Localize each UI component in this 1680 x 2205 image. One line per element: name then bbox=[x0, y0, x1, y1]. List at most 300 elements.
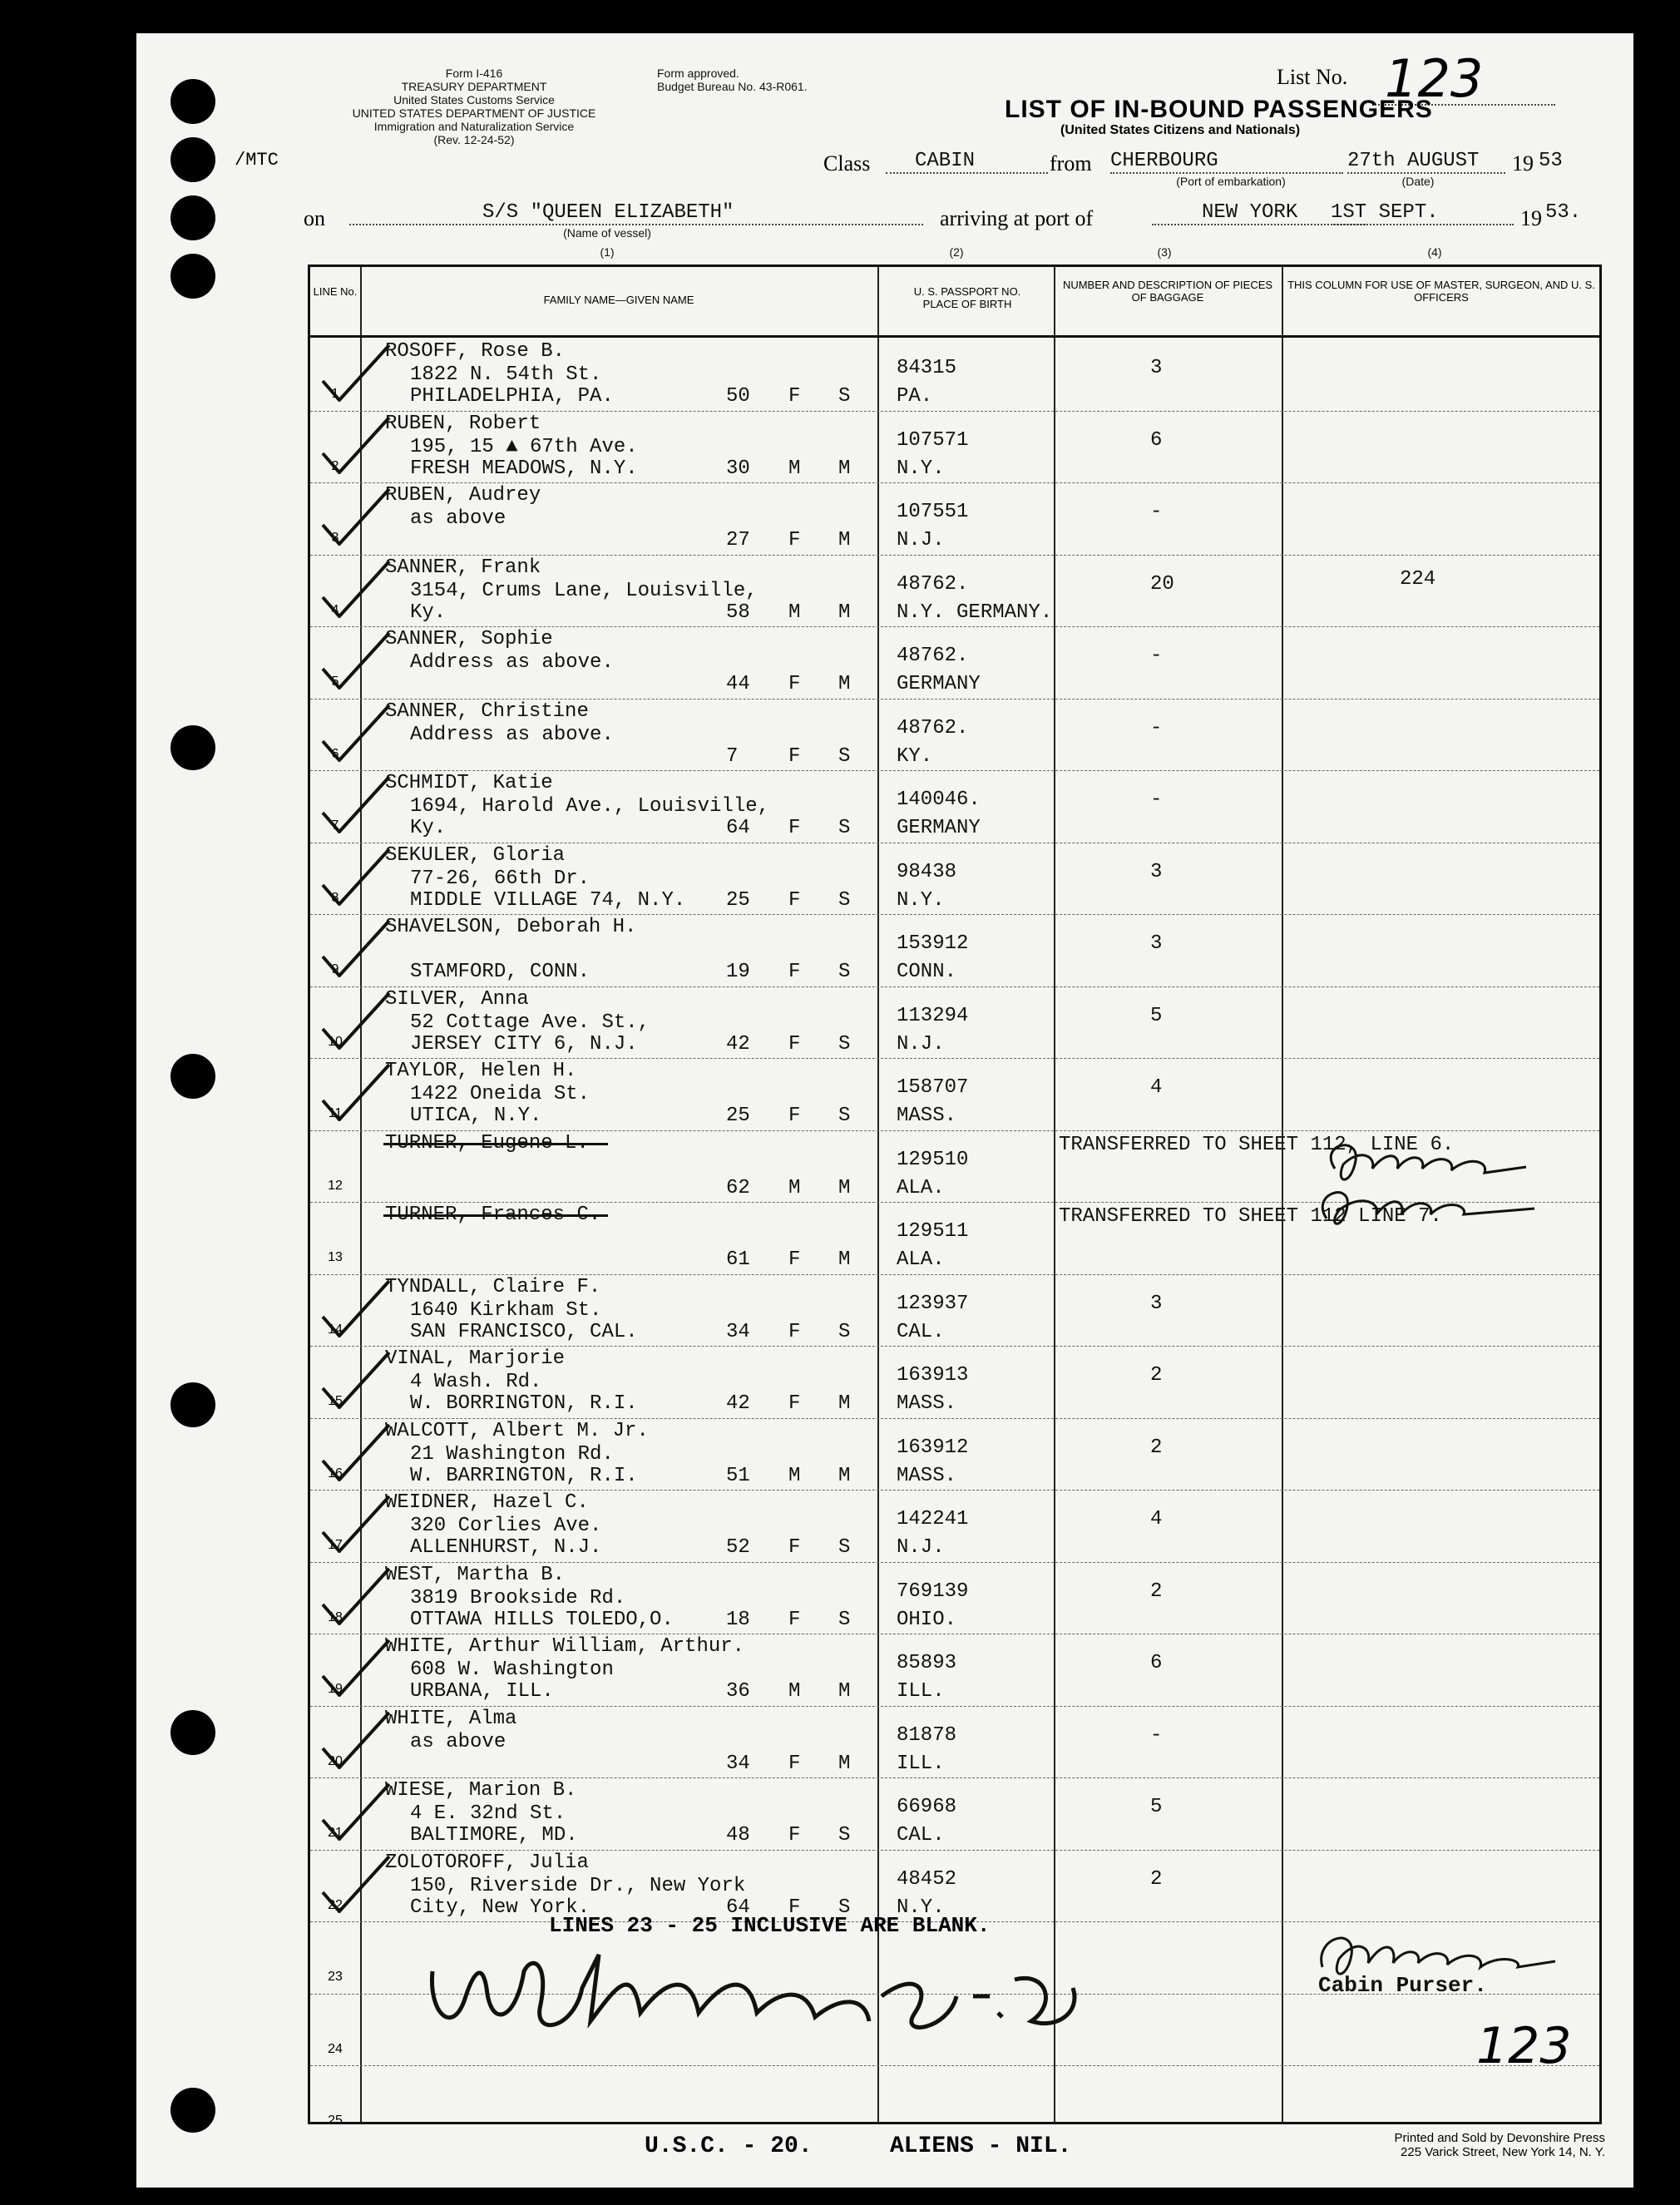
passenger-marital: S bbox=[838, 1824, 851, 1847]
place-of-birth: GERMANY bbox=[897, 817, 981, 839]
place-of-birth: CONN. bbox=[897, 961, 957, 983]
from-value: CHERBOURG bbox=[1110, 150, 1343, 174]
line-number: 19 bbox=[328, 1682, 343, 1696]
place-of-birth: N.J. bbox=[897, 1536, 945, 1559]
passenger-address-1: 77-26, 66th Dr. bbox=[410, 867, 590, 890]
table-row bbox=[310, 770, 1599, 843]
place-of-birth: ILL. bbox=[897, 1680, 945, 1703]
table-row bbox=[310, 1058, 1599, 1130]
passenger-age: 34 bbox=[726, 1320, 750, 1343]
passenger-marital: M bbox=[838, 1176, 851, 1199]
header-divider bbox=[310, 335, 1599, 338]
purser-signature bbox=[1306, 1921, 1580, 1988]
list-no-value: 123 bbox=[1385, 48, 1484, 109]
form-number: Form I-416 bbox=[445, 67, 503, 80]
line-number: 4 bbox=[331, 602, 339, 617]
table-row bbox=[310, 1777, 1599, 1850]
col-header-officers: THIS COLUMN FOR USE OF MASTER, SURGEON, AND U. S. OFFICERS bbox=[1287, 279, 1595, 304]
passenger-name: TURNER, Frances C. bbox=[385, 1204, 601, 1226]
class-value: CABIN bbox=[886, 150, 1048, 174]
passenger-address-2: SAN FRANCISCO, CAL. bbox=[410, 1320, 638, 1343]
passenger-address-2: MIDDLE VILLAGE 74, N.Y. bbox=[410, 888, 686, 912]
place-of-birth: OHIO. bbox=[897, 1608, 957, 1631]
passenger-marital: M bbox=[838, 1752, 851, 1775]
passenger-marital: S bbox=[838, 1536, 851, 1559]
place-of-birth: N.Y. bbox=[897, 457, 945, 480]
passenger-sex: F bbox=[788, 1392, 801, 1415]
passenger-sex: F bbox=[788, 1248, 801, 1271]
line-number: 16 bbox=[328, 1466, 343, 1481]
table-row bbox=[310, 699, 1599, 771]
check-mark-icon bbox=[319, 919, 393, 977]
list-no-label: List No. bbox=[1277, 65, 1348, 89]
passenger-marital: S bbox=[838, 1032, 851, 1056]
passenger-name: SHAVELSON, Deborah H. bbox=[385, 916, 637, 938]
baggage-count: 4 bbox=[1150, 1076, 1163, 1099]
check-mark-icon bbox=[319, 1711, 393, 1769]
passenger-sex: M bbox=[788, 601, 801, 624]
passenger-age: 7 bbox=[726, 744, 739, 768]
passport-number: 81878 bbox=[897, 1723, 957, 1747]
passenger-sex: F bbox=[788, 1824, 801, 1847]
table-row bbox=[310, 1490, 1599, 1562]
line-number: 5 bbox=[331, 675, 339, 689]
passenger-address-2: Ky. bbox=[410, 817, 447, 839]
check-mark-icon bbox=[319, 416, 393, 474]
table-row bbox=[310, 843, 1599, 915]
passenger-address-2: UTICA, N.Y. bbox=[410, 1105, 542, 1127]
passenger-age: 25 bbox=[726, 888, 750, 912]
punch-hole bbox=[170, 1382, 215, 1427]
passenger-age: 64 bbox=[726, 1896, 750, 1919]
passenger-name: RUBEN, Audrey bbox=[385, 484, 541, 507]
punch-hole bbox=[170, 79, 215, 124]
passenger-age: 19 bbox=[726, 961, 750, 983]
page-title: LIST OF IN-BOUND PASSENGERS bbox=[1005, 96, 1433, 123]
check-mark-icon bbox=[319, 1567, 393, 1625]
passenger-address-1: 21 Washington Rd. bbox=[410, 1442, 614, 1466]
passenger-age: 50 bbox=[726, 385, 750, 408]
place-of-birth: N.J. bbox=[897, 529, 945, 551]
place-of-birth: MASS. bbox=[897, 1464, 957, 1487]
line-number: 25 bbox=[328, 2114, 343, 2128]
passenger-address-1: 1422 Oneida St. bbox=[410, 1083, 590, 1105]
passenger-address-1: 320 Corlies Ave. bbox=[410, 1515, 602, 1537]
col-num-2: (2) bbox=[949, 245, 964, 259]
arrival-date: 1ST SEPT. bbox=[1331, 201, 1514, 225]
passenger-marital: M bbox=[838, 457, 851, 480]
passenger-address-1: 4 E. 32nd St. bbox=[410, 1802, 566, 1825]
date-value: 27th AUGUST bbox=[1347, 150, 1505, 174]
place-of-birth: MASS. bbox=[897, 1392, 957, 1415]
line-number: 18 bbox=[328, 1609, 343, 1624]
passenger-marital: S bbox=[838, 385, 851, 408]
passenger-address-2: City, New York. bbox=[410, 1896, 590, 1919]
passenger-address-2: OTTAWA HILLS TOLEDO,O. bbox=[410, 1608, 674, 1631]
punch-hole bbox=[170, 1710, 215, 1755]
ins-service: Immigration and Naturalization Service bbox=[373, 120, 575, 133]
check-mark-icon bbox=[319, 1855, 393, 1913]
passenger-age: 34 bbox=[726, 1752, 750, 1775]
passport-number: 107571 bbox=[897, 428, 969, 452]
passenger-age: 61 bbox=[726, 1248, 750, 1271]
blank-lines-note: LINES 23 - 25 INCLUSIVE ARE BLANK. bbox=[549, 1913, 991, 1938]
check-mark-icon bbox=[319, 344, 393, 402]
form-header-block bbox=[308, 67, 640, 146]
passport-number: 123937 bbox=[897, 1292, 969, 1315]
passenger-name: SANNER, Sophie bbox=[385, 628, 553, 650]
passenger-address-1: 195, 15 ▲ 67th Ave. bbox=[410, 435, 638, 458]
passport-number: 163912 bbox=[897, 1436, 969, 1459]
baggage-count: 2 bbox=[1150, 1436, 1163, 1459]
treasury-dept: TREASURY DEPARTMENT bbox=[401, 80, 547, 93]
passenger-address-1: 1640 Kirkham St. bbox=[410, 1298, 602, 1322]
passenger-sex: M bbox=[788, 1680, 801, 1703]
passport-number: 48762. bbox=[897, 716, 969, 739]
table-row bbox=[310, 555, 1599, 627]
line-number: 3 bbox=[331, 531, 339, 545]
passenger-address-2: W. BARRINGTON, R.I. bbox=[410, 1464, 638, 1487]
place-of-birth: ILL. bbox=[897, 1752, 945, 1775]
on-label: on bbox=[304, 206, 325, 230]
passenger-marital: M bbox=[838, 1464, 851, 1487]
passport-number: 142241 bbox=[897, 1508, 969, 1530]
table-row bbox=[310, 626, 1599, 699]
check-mark-icon bbox=[319, 1063, 393, 1121]
approval-block bbox=[657, 67, 873, 93]
passenger-address-1: as above bbox=[410, 507, 506, 530]
passenger-sex: M bbox=[788, 457, 801, 480]
passenger-address-1: 3819 Brookside Rd. bbox=[410, 1586, 626, 1609]
punch-hole bbox=[170, 725, 215, 770]
table-row bbox=[310, 411, 1599, 483]
from-label: from bbox=[1050, 151, 1092, 176]
arriving-label: arriving at port of bbox=[940, 206, 1094, 230]
check-mark-icon bbox=[319, 848, 393, 906]
passenger-sex: M bbox=[788, 1464, 801, 1487]
customs-service: United States Customs Service bbox=[393, 93, 555, 106]
passenger-sex: F bbox=[788, 1896, 801, 1919]
line-number: 23 bbox=[328, 1970, 343, 1984]
check-mark-icon bbox=[319, 775, 393, 833]
line-number: 24 bbox=[328, 2041, 343, 2056]
check-mark-icon bbox=[319, 487, 393, 546]
passenger-age: 44 bbox=[726, 673, 750, 695]
passenger-name: TURNER, Eugene L. bbox=[385, 1131, 589, 1154]
passenger-name: ROSOFF, Rose B. bbox=[385, 340, 566, 363]
passenger-marital: S bbox=[838, 744, 851, 768]
passenger-marital: S bbox=[838, 961, 851, 983]
baggage-count: 6 bbox=[1150, 428, 1163, 452]
place-of-birth: N.Y. GERMANY. bbox=[897, 601, 1053, 624]
baggage-count: 3 bbox=[1150, 932, 1163, 955]
place-of-birth: KY. bbox=[897, 744, 933, 768]
passenger-sex: F bbox=[788, 1752, 801, 1775]
port-embark-caption: (Port of embarkation) bbox=[1176, 175, 1286, 188]
baggage-count: 20 bbox=[1150, 572, 1174, 596]
passenger-address-2: Ky. bbox=[410, 601, 447, 624]
line-number: 17 bbox=[328, 1538, 343, 1552]
passenger-marital: M bbox=[838, 601, 851, 624]
passenger-name: SEKULER, Gloria bbox=[385, 843, 566, 867]
passenger-marital: M bbox=[838, 1248, 851, 1271]
passenger-address-1: 52 Cottage Ave. St., bbox=[410, 1011, 650, 1034]
passenger-age: 42 bbox=[726, 1392, 750, 1415]
check-mark-icon bbox=[319, 631, 393, 690]
passenger-sex: F bbox=[788, 1032, 801, 1056]
baggage-count: 3 bbox=[1150, 357, 1163, 379]
passenger-name: WEIDNER, Hazel C. bbox=[385, 1491, 589, 1514]
line-number: 21 bbox=[328, 1826, 343, 1840]
passenger-name: WHITE, Alma bbox=[385, 1707, 517, 1730]
passenger-sex: F bbox=[788, 1105, 801, 1127]
baggage-count: - bbox=[1150, 501, 1163, 523]
handwritten-sheet-number: 123 bbox=[1476, 2017, 1572, 2075]
passenger-address-1: Address as above. bbox=[410, 723, 614, 746]
line-number: 22 bbox=[328, 1897, 343, 1912]
passport-number: 107551 bbox=[897, 501, 969, 523]
passenger-address-1: Address as above. bbox=[410, 651, 614, 674]
passenger-address-1: 608 W. Washington bbox=[410, 1659, 614, 1681]
punch-hole bbox=[170, 1054, 215, 1099]
baggage-count: - bbox=[1150, 645, 1163, 667]
check-mark-icon bbox=[319, 1495, 393, 1553]
passenger-age: 48 bbox=[726, 1824, 750, 1847]
table-row bbox=[310, 1850, 1599, 1922]
form-approved: Form approved. bbox=[657, 67, 739, 80]
passenger-sex: F bbox=[788, 961, 801, 983]
passenger-name: SCHMIDT, Katie bbox=[385, 772, 553, 794]
passenger-marital: M bbox=[838, 1680, 851, 1703]
printer-info bbox=[1322, 2131, 1605, 2159]
passenger-sex: F bbox=[788, 385, 801, 408]
check-mark-icon bbox=[319, 704, 393, 762]
officer-note: TRANSFERRED TO SHEET 112, LINE 6. bbox=[1059, 1133, 1455, 1156]
footer-aliens: ALIENS - NIL. bbox=[890, 2133, 1072, 2159]
year1-prefix: 19 bbox=[1512, 151, 1534, 176]
printer-line-1: Printed and Sold by Devonshire Press bbox=[1394, 2131, 1605, 2145]
place-of-birth: PA. bbox=[897, 385, 933, 408]
passenger-marital: S bbox=[838, 1896, 851, 1919]
passenger-sex: F bbox=[788, 888, 801, 912]
passenger-name: SANNER, Christine bbox=[385, 700, 589, 723]
line-number: 6 bbox=[331, 746, 339, 761]
passport-number: 85893 bbox=[897, 1652, 957, 1674]
passenger-name: WEST, Martha B. bbox=[385, 1563, 566, 1586]
passport-number: 140046. bbox=[897, 789, 981, 811]
table-row bbox=[310, 1706, 1599, 1778]
table-row bbox=[310, 482, 1599, 555]
check-mark-icon bbox=[319, 1423, 393, 1481]
table-row bbox=[310, 1418, 1599, 1491]
passenger-marital: S bbox=[838, 888, 851, 912]
passenger-sex: F bbox=[788, 817, 801, 839]
baggage-count: 6 bbox=[1150, 1652, 1163, 1674]
passenger-sex: F bbox=[788, 1320, 801, 1343]
punch-hole bbox=[170, 137, 215, 182]
punch-hole bbox=[170, 195, 215, 240]
passenger-name: WHITE, Arthur William, Arthur. bbox=[385, 1635, 745, 1658]
passenger-address-2: URBANA, ILL. bbox=[410, 1680, 554, 1703]
passport-number: 48452 bbox=[897, 1867, 957, 1891]
passport-number: 129510 bbox=[897, 1148, 969, 1171]
passenger-name: ZOLOTOROFF, Julia bbox=[385, 1851, 589, 1874]
check-mark-icon bbox=[319, 560, 393, 618]
place-of-birth: N.Y. bbox=[897, 1896, 945, 1919]
baggage-count: 3 bbox=[1150, 1292, 1163, 1315]
line-number: 15 bbox=[328, 1394, 343, 1408]
line-number: 10 bbox=[328, 1034, 343, 1049]
line-number: 7 bbox=[331, 818, 339, 833]
passenger-name: RUBEN, Robert bbox=[385, 412, 541, 435]
baggage-count: 5 bbox=[1150, 1796, 1163, 1818]
officer-note: TRANSFERRED TO SHEET 112 LINE 7. bbox=[1059, 1205, 1442, 1228]
line-number: 9 bbox=[331, 962, 339, 976]
passenger-marital: S bbox=[838, 1105, 851, 1127]
passenger-age: 64 bbox=[726, 817, 750, 839]
baggage-count: 5 bbox=[1150, 1004, 1163, 1027]
passenger-name: SILVER, Anna bbox=[385, 987, 529, 1011]
baggage-count: - bbox=[1150, 1723, 1163, 1747]
passport-number: 113294 bbox=[897, 1004, 969, 1027]
check-mark-icon bbox=[319, 1639, 393, 1697]
officer-note: 224 bbox=[1400, 567, 1436, 591]
passenger-age: 42 bbox=[726, 1032, 750, 1056]
table-row bbox=[310, 1634, 1599, 1706]
purser-caption: Cabin Purser. bbox=[1318, 1973, 1487, 1998]
col-num-4: (4) bbox=[1427, 245, 1442, 259]
vessel-caption: (Name of vessel) bbox=[563, 226, 651, 240]
inspector-signature bbox=[416, 1938, 1164, 2046]
line-number: 12 bbox=[328, 1178, 343, 1193]
passenger-sex: F bbox=[788, 1608, 801, 1631]
col-header-line: LINE No. bbox=[313, 285, 358, 298]
passenger-age: 30 bbox=[726, 457, 750, 480]
line-number: 13 bbox=[328, 1250, 343, 1264]
check-mark-icon bbox=[319, 1351, 393, 1409]
class-label: Class bbox=[823, 151, 871, 176]
passenger-address-2: BALTIMORE, MD. bbox=[410, 1824, 578, 1847]
passport-number: 163913 bbox=[897, 1364, 969, 1387]
justice-dept: UNITED STATES DEPARTMENT OF JUSTICE bbox=[352, 106, 596, 120]
passenger-name: SANNER, Frank bbox=[385, 556, 541, 579]
passenger-address-2: FRESH MEADOWS, N.Y. bbox=[410, 457, 638, 480]
passenger-age: 58 bbox=[726, 601, 750, 624]
check-mark-icon bbox=[319, 991, 393, 1050]
place-of-birth: ALA. bbox=[897, 1176, 945, 1199]
budget-bureau: Budget Bureau No. 43-R061. bbox=[657, 80, 808, 93]
punch-hole bbox=[170, 2088, 215, 2133]
passenger-address-1: 1822 N. 54th St. bbox=[410, 363, 602, 386]
passenger-address-2: PHILADELPHIA, PA. bbox=[410, 385, 614, 408]
passenger-name: VINAL, Marjorie bbox=[385, 1347, 566, 1370]
passenger-marital: M bbox=[838, 529, 851, 551]
baggage-count: 2 bbox=[1150, 1580, 1163, 1603]
passenger-sex: F bbox=[788, 529, 801, 551]
year2-suffix: 53. bbox=[1545, 201, 1582, 224]
line-number: 20 bbox=[328, 1753, 343, 1768]
line-number: 1 bbox=[331, 387, 339, 401]
passenger-age: 51 bbox=[726, 1464, 750, 1487]
passenger-name: TAYLOR, Helen H. bbox=[385, 1060, 577, 1082]
line-number: 14 bbox=[328, 1322, 343, 1337]
baggage-count: 3 bbox=[1150, 860, 1163, 883]
passenger-age: 18 bbox=[726, 1608, 750, 1631]
footer-usc: U.S.C. - 20. bbox=[645, 2133, 813, 2159]
page-subtitle: (United States Citizens and Nationals) bbox=[1060, 123, 1301, 137]
col-header-baggage: NUMBER AND DESCRIPTION OF PIECES OF BAGGAGE bbox=[1062, 279, 1273, 304]
passenger-marital: S bbox=[838, 1320, 851, 1343]
place-of-birth: MASS. bbox=[897, 1105, 957, 1127]
col-header-passport: U. S. PASSPORT NO. PLACE OF BIRTH bbox=[913, 285, 1021, 310]
passenger-address-2: JERSEY CITY 6, N.J. bbox=[410, 1032, 638, 1056]
vessel-name: S/S "QUEEN ELIZABETH" bbox=[349, 201, 923, 225]
passenger-address-1: 150, Riverside Dr., New York bbox=[410, 1874, 746, 1897]
punch-hole bbox=[170, 254, 215, 299]
table-row bbox=[310, 914, 1599, 986]
check-mark-icon bbox=[319, 1782, 393, 1841]
revision: (Rev. 12-24-52) bbox=[433, 133, 515, 146]
passenger-address-1: 1694, Harold Ave., Louisville, bbox=[410, 795, 770, 818]
baggage-count: 2 bbox=[1150, 1867, 1163, 1891]
arrival-port: NEW YORK bbox=[1152, 201, 1368, 225]
date-caption: (Date) bbox=[1401, 175, 1435, 188]
passport-number: 98438 bbox=[897, 860, 957, 883]
mtc-mark: /MTC bbox=[235, 150, 279, 171]
line-number: 2 bbox=[331, 458, 339, 473]
passenger-sex: F bbox=[788, 1536, 801, 1559]
passport-number: 129511 bbox=[897, 1220, 969, 1243]
strike-through bbox=[383, 1214, 608, 1217]
passenger-sex: F bbox=[788, 744, 801, 768]
passenger-sex: M bbox=[788, 1176, 801, 1199]
passenger-address-2: W. BORRINGTON, R.I. bbox=[410, 1392, 638, 1415]
passenger-marital: S bbox=[838, 817, 851, 839]
table-row bbox=[310, 1562, 1599, 1634]
passenger-address-1: 4 Wash. Rd. bbox=[410, 1371, 542, 1393]
place-of-birth: GERMANY bbox=[897, 673, 981, 695]
table-row bbox=[310, 986, 1599, 1059]
passenger-marital: M bbox=[838, 1392, 851, 1415]
table-row bbox=[310, 1274, 1599, 1347]
year1-suffix: 53 bbox=[1539, 150, 1563, 172]
line-number: 11 bbox=[328, 1106, 343, 1120]
col-num-1: (1) bbox=[600, 245, 615, 259]
baggage-count: - bbox=[1150, 789, 1163, 811]
place-of-birth: CAL. bbox=[897, 1824, 945, 1847]
passport-number: 48762. bbox=[897, 645, 969, 667]
passport-number: 153912 bbox=[897, 932, 969, 955]
passenger-address-1: 3154, Crums Lane, Louisville, bbox=[410, 579, 758, 602]
col-header-name: FAMILY NAME—GIVEN NAME bbox=[543, 294, 694, 306]
place-of-birth: ALA. bbox=[897, 1248, 945, 1271]
passenger-address-1: as above bbox=[410, 1730, 506, 1753]
line-number: 8 bbox=[331, 890, 339, 905]
passport-number: 84315 bbox=[897, 357, 957, 379]
passport-number: 48762. bbox=[897, 572, 969, 596]
purser-signature-2 bbox=[1302, 1135, 1568, 1235]
year2-prefix: 19 bbox=[1520, 206, 1542, 230]
table-row bbox=[310, 1346, 1599, 1418]
passenger-age: 25 bbox=[726, 1105, 750, 1127]
place-of-birth: N.J. bbox=[897, 1032, 945, 1056]
passenger-name: WIESE, Marion B. bbox=[385, 1779, 577, 1802]
col-num-3: (3) bbox=[1157, 245, 1172, 259]
passenger-name: TYNDALL, Claire F. bbox=[385, 1275, 601, 1298]
passenger-age: 27 bbox=[726, 529, 750, 551]
passenger-marital: S bbox=[838, 1608, 851, 1631]
passenger-address-2: STAMFORD, CONN. bbox=[410, 961, 590, 983]
